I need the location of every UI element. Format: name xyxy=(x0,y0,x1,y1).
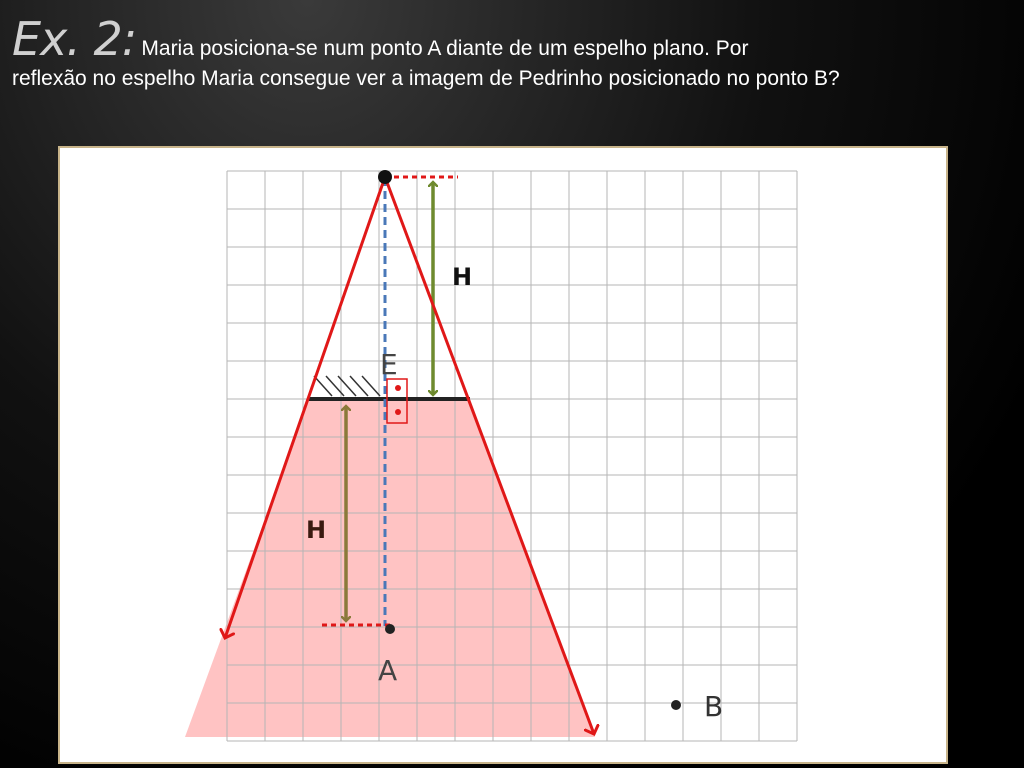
right-angle-dot-lower xyxy=(395,409,401,415)
mirror-hatching xyxy=(314,376,380,396)
label-a: A xyxy=(378,654,398,687)
mirror-diagram xyxy=(60,148,946,762)
point-a-dot xyxy=(385,624,395,634)
label-h-bottom: H xyxy=(306,516,327,544)
slide-header xyxy=(12,12,1012,95)
point-b-dot xyxy=(671,700,681,710)
question-text-part2: reflexão no espelho Maria consegue ver a imagem de Pedrinho posicionado no ponto B? xyxy=(12,67,840,90)
label-e: E xyxy=(380,348,398,381)
label-b: B xyxy=(704,690,724,723)
right-angle-dot-upper xyxy=(395,385,401,391)
label-h-top: H xyxy=(452,263,473,291)
image-point xyxy=(378,170,392,184)
exercise-label: Ex. 2: xyxy=(12,12,137,66)
mirror-diagram-frame xyxy=(58,146,948,764)
title-line xyxy=(12,12,1012,66)
question-text-part1: Maria posiciona-se num ponto A diante de um espelho plano. Por xyxy=(141,37,749,60)
